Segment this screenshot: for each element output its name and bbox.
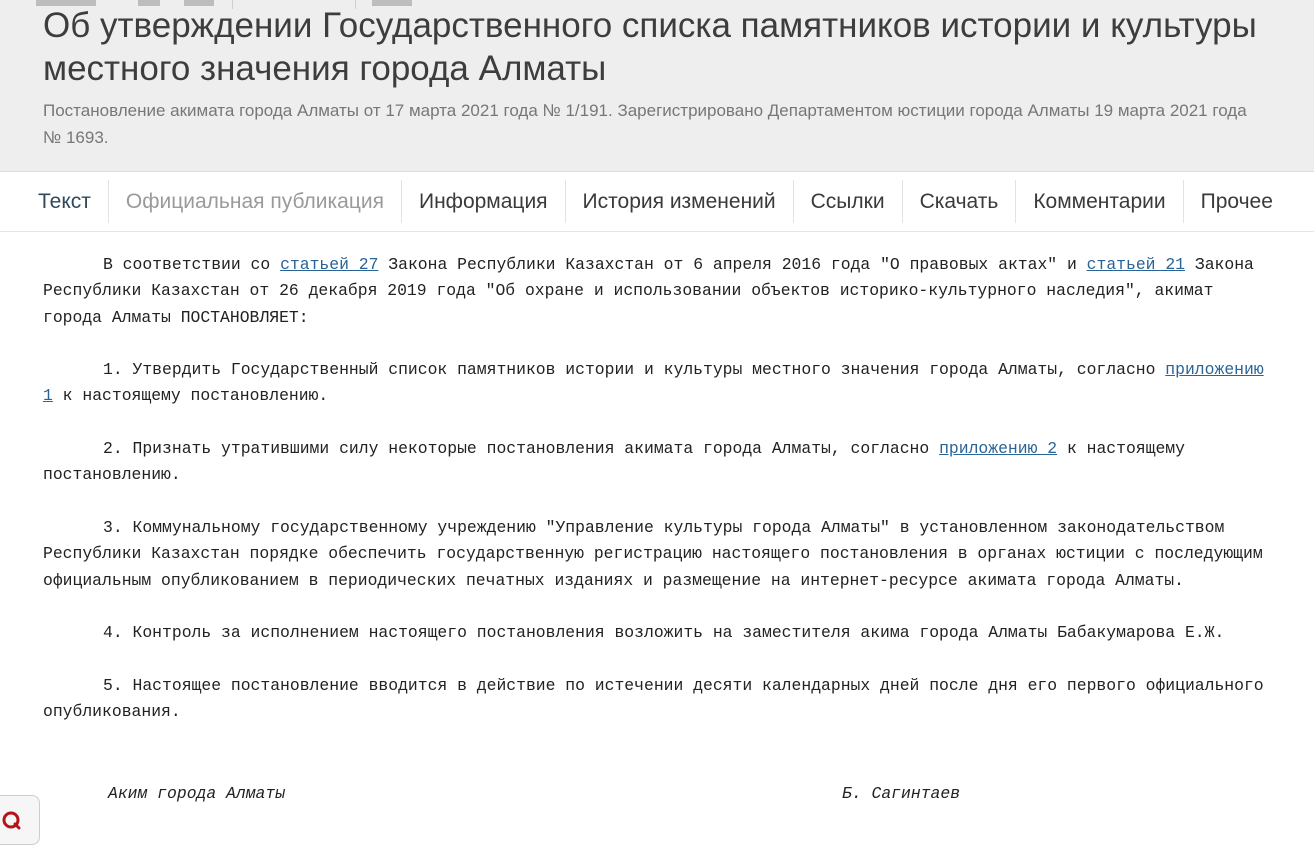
tab-official-publication[interactable]: Официальная публикация: [109, 180, 402, 223]
link-article-21[interactable]: статьей 21: [1086, 255, 1186, 274]
tab-download[interactable]: Скачать: [903, 180, 1017, 223]
paragraph-item-1: [43, 357, 1273, 410]
link-article-27[interactable]: статьей 27: [280, 255, 379, 274]
item-1-text-1: 1. Утвердить Государственный список памятников истории и культуры местного значения города Алматы, согласно: [103, 360, 1166, 380]
item-2-text-2: к настоящему постановлению.: [43, 439, 1185, 485]
item-1-text-2: к настоящему постановлению.: [52, 386, 329, 406]
paragraph-item-4: 4. Контроль за исполнением настоящего постановления возложить на заместителя акима города Алматы Бабакумарова Е.Ж.: [103, 623, 1225, 643]
tab-links[interactable]: Ссылки: [794, 180, 903, 223]
preamble-text-2: Закона Республики Казахстан от 6 апреля 2016 года "О правовых актах" и: [378, 255, 1087, 274]
preamble-text-1: В соответствии со: [103, 255, 281, 274]
preamble-text-3: Закона Республики Казахстан от 26 декабря 2019 года "Об охране и использовании объектов историко-культурного наследия", акимат города Алматы ПОСТАНОВЛЯЕТ:: [43, 255, 1254, 327]
paragraph-item-3: 3. Коммунальному государственному учреждению "Управление культуры города Алматы" в установленном законодательством Республики Казахстан порядке обеспечить государственную регистрацию настоящего постановления в органах юстиции с последующим официальным опубликованием в периодических печатных изданиях и размещение на интернет-ресурсе акимата города Алматы.: [43, 517, 1263, 590]
document-tabs: [21, 180, 1290, 223]
item-2-text-1: 2. Признать утратившими силу некоторые постановления акимата города Алматы, согласно: [103, 439, 940, 459]
link-appendix-1[interactable]: приложению 1: [43, 360, 1264, 406]
feedback-button[interactable]: [0, 795, 40, 845]
signature-name: Б. Сагинтаев: [842, 784, 961, 803]
tab-text[interactable]: Текст: [21, 180, 109, 223]
tabs-divider: [0, 231, 1314, 232]
link-appendix-2[interactable]: приложению 2: [939, 439, 1058, 459]
tab-comments[interactable]: Комментарии: [1016, 180, 1183, 223]
tab-history[interactable]: История изменений: [566, 180, 794, 223]
paragraph-item-2: [43, 436, 1273, 489]
document-body: [43, 252, 1273, 752]
document-header: [0, 0, 1314, 172]
page-title: Об утверждении Государственного списка памятников истории и культуры местного значения города Алматы: [43, 6, 1257, 88]
paragraph-item-5: 5. Настоящее постановление вводится в действие по истечении десяти календарных дней после дня его первого официального опубликования.: [43, 675, 1264, 722]
signature-role: Аким города Алматы: [108, 784, 286, 803]
paragraph-preamble: [43, 252, 1273, 331]
tab-other[interactable]: Прочее: [1200, 189, 1273, 213]
tab-information[interactable]: Информация: [402, 180, 566, 223]
chat-bubble-icon: [1, 810, 21, 830]
page-subtitle: Постановление акимата города Алматы от 17 марта 2021 года № 1/191. Зарегистрировано Департаментом юстиции города Алматы 19 марта 2021 года № 1693.: [43, 101, 1247, 147]
